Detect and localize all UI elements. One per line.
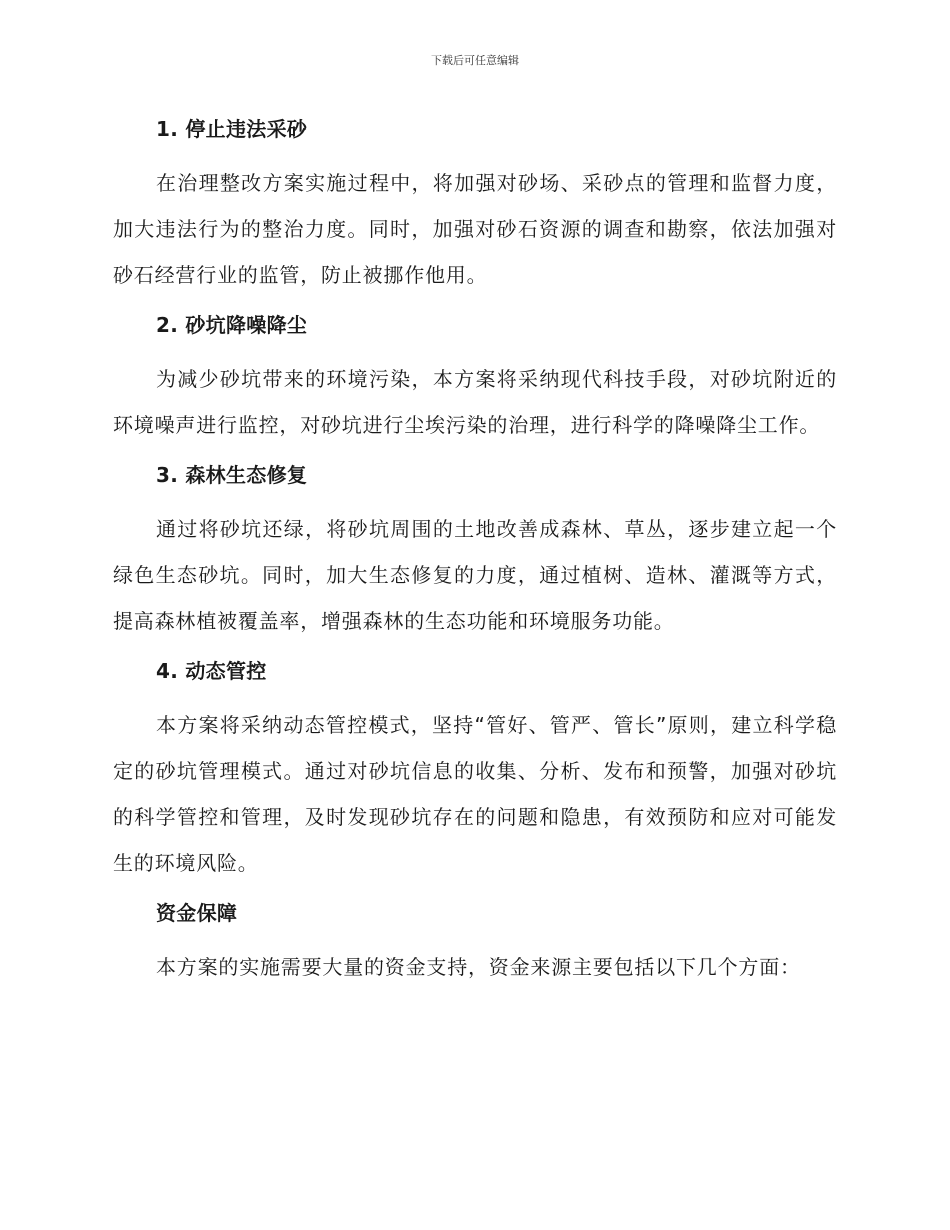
section-paragraph: 为减少砂坑带来的环境污染，本方案将采纳现代科技手段，对砂坑附近的环境噪声进行监控，对砂坑进行尘埃污染的治理，进行科学的降噪降尘工作。 <box>113 367 837 437</box>
section-heading: 2. 砂坑降噪降尘 <box>156 313 308 337</box>
section-heading: 资金保障 <box>156 901 238 925</box>
section-forest-restoration <box>113 458 837 644</box>
page-header: 下载后可任意编辑 <box>431 54 519 67</box>
section-paragraph: 通过将砂坑还绿，将砂坑周围的土地改善成森林、草丛，逐步建立起一个绿色生态砂坑。同时，加大生态修复的力度，通过植树、造林、灌溉等方式，提高森林植被覆盖率，增强森林的生态功能和环境服务功能。 <box>113 517 837 633</box>
section-funding <box>113 896 837 990</box>
section-paragraph: 在治理整改方案实施过程中，将加强对砂场、采砂点的管理和监督力度，加大违法行为的整治力度。同时，加强对砂石资源的调查和勘察，依法加强对砂石经营行业的监管，防止被挪作他用。 <box>113 171 837 287</box>
section-paragraph: 本方案将采纳动态管控模式，坚持“管好、管严、管长”原则，建立科学稳定的砂坑管理模式。通过对砂坑信息的收集、分析、发布和预警，加强对砂坑的科学管控和管理，及时发现砂坑存在的问题和隐患，有效预防和应对可能发生的环境风险。 <box>113 713 837 875</box>
document-body <box>113 112 837 1000</box>
section-paragraph: 本方案的实施需要大量的资金支持，资金来源主要包括以下几个方面： <box>156 955 801 979</box>
section-stop-illegal-mining <box>113 112 837 298</box>
section-heading: 4. 动态管控 <box>156 659 267 683</box>
section-dynamic-control <box>113 654 837 886</box>
section-heading: 1. 停止违法采砂 <box>156 117 308 141</box>
section-noise-dust-reduction <box>113 308 837 448</box>
section-heading: 3. 森林生态修复 <box>156 463 308 487</box>
